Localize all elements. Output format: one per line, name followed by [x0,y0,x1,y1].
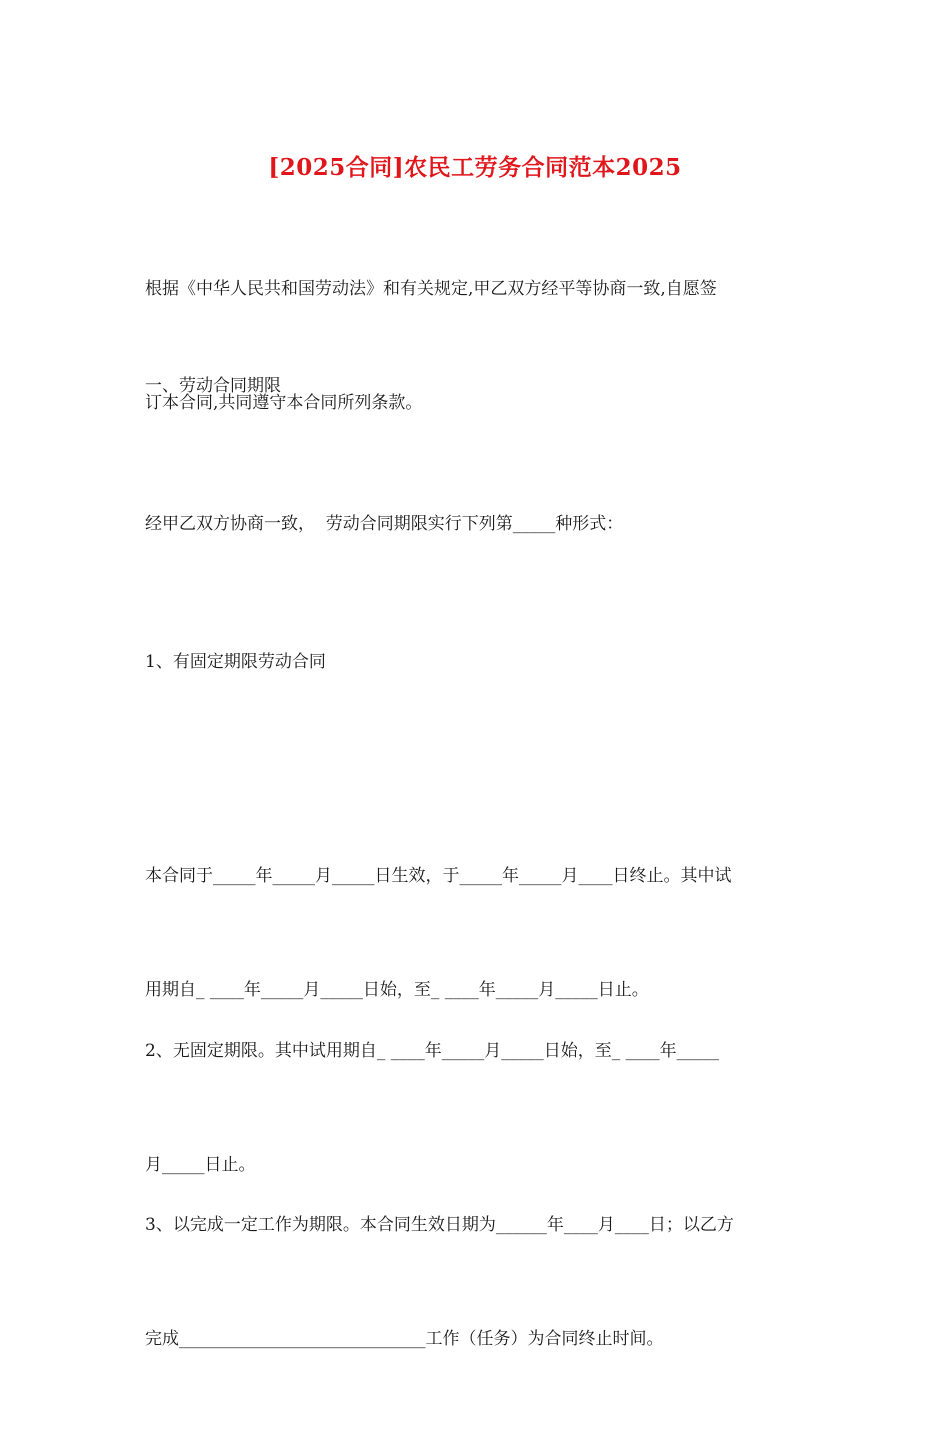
intro-paragraph [145,194,810,498]
item-1-heading: 1、有固定期限劳动合同 [145,652,326,672]
form-selection-paragraph: 经甲乙双方协商一致， 劳动合同期限实行下列第_____种形式： [145,514,624,534]
section-1-heading: 一、劳动合同期限 [145,376,281,396]
item-1-line-2: 用期自_ ____年_____月_____日始，至_ ____年_____月_____日止。 [145,980,649,1000]
item-3-line-2: 完成_____________________________工作（任务）为合同终止时间。 [145,1329,664,1349]
item-1-line-1: 本合同于_____年_____月_____日生效，于_____年_____月____日终止。其中试 [145,866,732,886]
document-title: [2025合同]农民工劳务合同范本2025 [268,154,682,181]
item-3-body [145,1130,810,1434]
item-2-line-1: 2、无固定期限。其中试用期自_ ____年_____月_____日始，至_ ____年_____ [145,1041,720,1061]
item-3-line-1: 3、以完成一定工作为期限。本合同生效日期为______年____月____日；以乙方 [145,1215,734,1235]
item-2-line-2: 月_____日止。 [145,1155,256,1175]
intro-line-2: 订本合同,共同遵守本合同所列条款。 [145,393,423,413]
intro-line-1: 根据《中华人民共和国劳动法》和有关规定,甲乙双方经平等协商一致,自愿签 [145,279,717,299]
